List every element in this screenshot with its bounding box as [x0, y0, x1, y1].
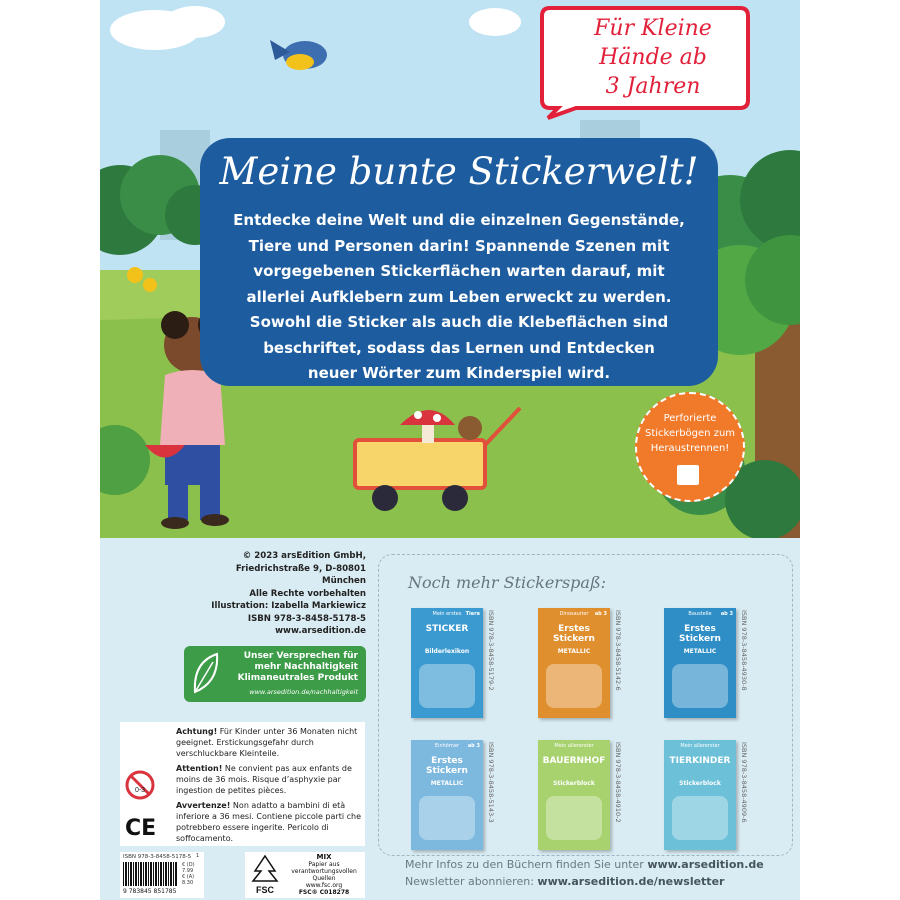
book-illustration — [546, 664, 602, 708]
age-hint: Für Kleine Hände ab 3 Jahren — [594, 16, 712, 99]
warning-text: Achtung! Für Kinder unter 36 Monaten nicht geeignet. Erstickungsgefahr durch verschluckbare Kleinteile. Attention! Ne convient pas aux enfants de moins de 36 mois. Risque d’asphyxie par ingestion de petites pièces. Avvertenze! Non adatto a bambini di età inferiore a 36 mesi. Contiene piccole parti che potrebbero essere ingerite. Pericolo di soffocamento. — [176, 727, 361, 843]
leaf-icon — [191, 652, 219, 696]
more-books-title: Noch mehr Stickerspaß: — [408, 573, 607, 592]
book-title: Meine bunte Stickerwelt! — [219, 150, 699, 193]
book-cover-5[interactable]: Mein allererster TIERKINDER Stickerblock — [664, 740, 736, 850]
sustainability-badge: Unser Versprechen für mehr Nachhaltigkeit Klimaneutrales Produkt www.arsedition.de/nachhaltigkeit — [184, 646, 366, 702]
book-isbn-5: ISBN 978-3-8458-4909-6 — [740, 742, 748, 823]
book-illustration — [672, 664, 728, 708]
book-isbn-2: ISBN 978-3-8458-4930-8 — [740, 610, 748, 691]
footer-links: Mehr Infos zu den Büchern finden Sie unter www.arsedition.de Newsletter abonnieren: www.arsedition.de/newsletter — [405, 858, 764, 888]
age-warning-icon — [125, 770, 155, 800]
perforated-badge-text: Perforierte Stickerbögen zum Heraustrennen! — [644, 413, 736, 454]
book-illustration — [419, 664, 475, 708]
ce-mark-icon: CE — [125, 816, 157, 841]
book-cover-3[interactable]: Einhörner Erstes Stickern METALLIC ab 3 — [411, 740, 483, 850]
website-link[interactable]: www.arsedition.de — [647, 858, 764, 871]
book-cover-0[interactable]: Mein erstes STICKER Bilderlexikon Tiere — [411, 608, 483, 718]
barcode: ISBN 978-3-8458-5178-5 9 783845 851785 € (D) 7.99 € (A) 8.30 1 — [120, 852, 204, 898]
newsletter-link[interactable]: www.arsedition.de/newsletter — [537, 875, 725, 888]
book-illustration — [672, 796, 728, 840]
description-text: Entdecke deine Welt und die einzelnen Gegenstände, Tiere und Personen darin! Spannende Szenen mit vorgegebenen Stickerflächen warten darauf, mit allerlei Aufklebern zum Leben erweckt zu werden. Sowohl die Sticker als auch die Klebeflächen sind beschriftet, sodass das Lernen und Entdecken neuer Wörter zum Kinderspiel wird. — [233, 211, 685, 382]
fsc-tree-icon — [248, 853, 282, 897]
illustration-area — [100, 0, 800, 538]
book-isbn-0: ISBN 978-3-8458-5179-2 — [487, 610, 495, 691]
sticker-sheet-icon — [677, 465, 699, 485]
safety-warning — [120, 722, 365, 846]
book-illustration — [546, 796, 602, 840]
svg-text:0-3: 0-3 — [134, 787, 146, 794]
book-cover-1[interactable]: Dinosaurier Erstes Stickern METALLIC ab 3 — [538, 608, 610, 718]
book-cover-4[interactable]: Mein allererster BAUERNHOF Stickerblock — [538, 740, 610, 850]
svg-text:FSC: FSC — [256, 885, 274, 895]
book-isbn-3: ISBN 978-3-8458-5143-3 — [487, 742, 495, 823]
book-illustration — [419, 796, 475, 840]
book-isbn-1: ISBN 978-3-8458-5142-6 — [614, 610, 622, 691]
barcode-bars — [123, 862, 177, 886]
imprint: © 2023 arsEdition GmbH, Friedrichstraße 9, D-80801 München Alle Rechte vorbehalten Illustration: Izabella Markiewicz ISBN 978-3-8458-5178-5 www.arsedition.de — [211, 551, 366, 636]
book-back-cover — [100, 0, 800, 900]
book-cover-2[interactable]: Baustelle Erstes Stickern METALLIC ab 3 — [664, 608, 736, 718]
book-isbn-4: ISBN 978-3-8458-4910-2 — [614, 742, 622, 823]
fsc-label: FSC MIX Papier aus verantwortungsvollen Quellen www.fsc.org FSC® C018278 — [245, 852, 365, 898]
description-box — [200, 138, 718, 386]
